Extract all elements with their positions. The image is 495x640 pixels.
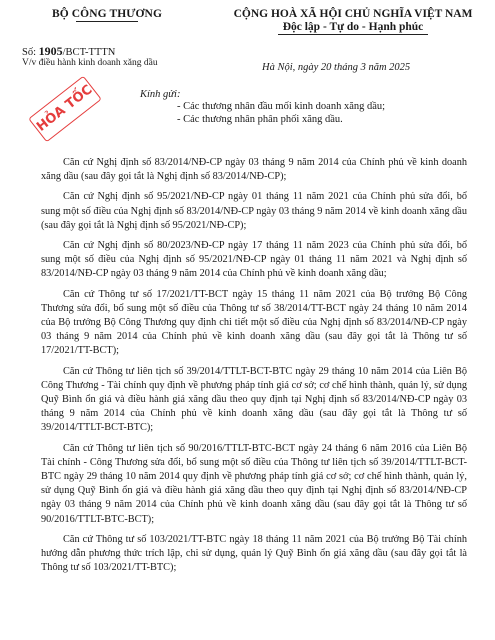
national-header (222, 8, 484, 35)
document-date: Hà Nội, ngày 20 tháng 3 năm 2025 (262, 62, 411, 73)
document-number-prefix: Số: (22, 47, 39, 58)
ministry-name: BỘ CÔNG THƯƠNG (51, 8, 163, 20)
recipient-item: - Các thương nhân đầu mối kinh doanh xăng dầu; (177, 101, 386, 112)
national-motto: Độc lập - Tự do - Hạnh phúc (282, 21, 424, 33)
motto-underline (278, 34, 428, 35)
document-body (41, 156, 467, 581)
body-paragraph: Căn cứ Thông tư số 103/2021/TT-BTC ngày 18 tháng 11 năm 2021 của Bộ trưởng Bộ Tài chính hướng dẫn phương thức trích lập, chi sử dụng, quản lý Quỹ Bình ổn giá xăng dầu (sau đây gọi tắt là Thông tư số 103/2021/TT-BTC); (41, 533, 467, 574)
recipients-label: Kính gửi: (140, 89, 181, 100)
ministry-underline (76, 21, 138, 22)
recipient-item: - Các thương nhân phân phối xăng dầu. (177, 114, 343, 125)
document-number (22, 44, 115, 59)
body-paragraph: Căn cứ Nghị định số 95/2021/NĐ-CP ngày 01 tháng 11 năm 2021 của Chính phủ sửa đổi, bổ sung một số điều của Nghị định số 83/2014/NĐ-CP ngày 03 tháng 9 năm 2014 về kinh doanh xăng dầu (sau đây gọi tắt là Nghị định số 95/2021/NĐ-CP); (41, 191, 467, 231)
urgent-stamp: HỎA TỐC (28, 76, 102, 143)
recipients-list (177, 100, 385, 126)
document-number-suffix: /BCT-TTTN (62, 47, 116, 58)
body-paragraph: Căn cứ Nghị định số 83/2014/NĐ-CP ngày 03 tháng 9 năm 2014 của Chính phủ về kinh doanh xăng dầu (sau đây gọi tắt là Nghị định số 83/2014/NĐ-CP); (41, 157, 467, 183)
body-paragraph: Căn cứ Thông tư liên tịch số 90/2016/TTLT-BTC-BCT ngày 24 tháng 6 năm 2016 của Liên Bộ Tài chính - Công Thương sửa đổi, bổ sung một số điều của Thông tư liên tịch số 39/2014/TTLT-BCT-BTC ngày 29 tháng 10 năm 2014 quy định về phương pháp tính giá cơ sở; cơ chế hình thành, quản lý, sử dụng Quỹ Bình ổn giá và điều hành giá xăng dầu theo quy định tại Nghị định số 83/2014/NĐ-CP ngày 03 tháng 9 năm 2014 của Chính phủ về kinh doanh xăng dầu (sau đây gọi tắt là Thông tư số 90/2016/TTLT-BTC-BCT); (41, 442, 467, 525)
document-subject: V/v điều hành kinh doanh xăng dầu (22, 58, 158, 68)
nation-name: CỘNG HOÀ XÃ HỘI CHỦ NGHĨA VIỆT NAM (233, 8, 473, 20)
issuer-header (32, 8, 182, 22)
body-paragraph: Căn cứ Nghị định số 80/2023/NĐ-CP ngày 17 tháng 11 năm 2023 của Chính phủ sửa đổi, bổ sung một số điều của Nghị định số 95/2021/NĐ-CP ngày 01 tháng 11 năm 2021 và Nghị định số 83/2014/NĐ-CP ngày 03 tháng 9 năm 2014 của Chính phủ về kinh doanh xăng dầu; (41, 240, 467, 280)
body-paragraph: Căn cứ Thông tư số 17/2021/TT-BCT ngày 15 tháng 11 năm 2021 của Bộ trưởng Bộ Công Thương sửa đổi, bổ sung một số điều của Thông tư số 38/2014/TT-BCT ngày 24 tháng 10 năm 2014 của Bộ trưởng Bộ Công Thương quy định chi tiết một số điều của Nghị định số 83/2014/NĐ-CP ngày 03 tháng 9 năm 2014 của Chính phủ về kinh doanh xăng dầu (sau đây gọi tắt là Thông tư số 17/2021/TT-BCT); (41, 288, 467, 357)
body-paragraph: Căn cứ Thông tư liên tịch số 39/2014/TTLT-BCT-BTC ngày 29 tháng 10 năm 2014 của Liên Bộ Công Thương - Tài chính quy định về phương pháp tính giá cơ sở; cơ chế hình thành, quản lý, sử dụng Quỹ Bình ổn giá và điều hành giá xăng dầu theo quy định tại Nghị định số 83/2014/NĐ-CP ngày 03 tháng 9 năm 2014 của Chính phủ về kinh doanh xăng dầu (sau đây gọi tắt là Thông tư số 39/2014/TTLT-BCT-BTC); (41, 365, 467, 434)
document-number-value: 1905 (38, 44, 63, 58)
